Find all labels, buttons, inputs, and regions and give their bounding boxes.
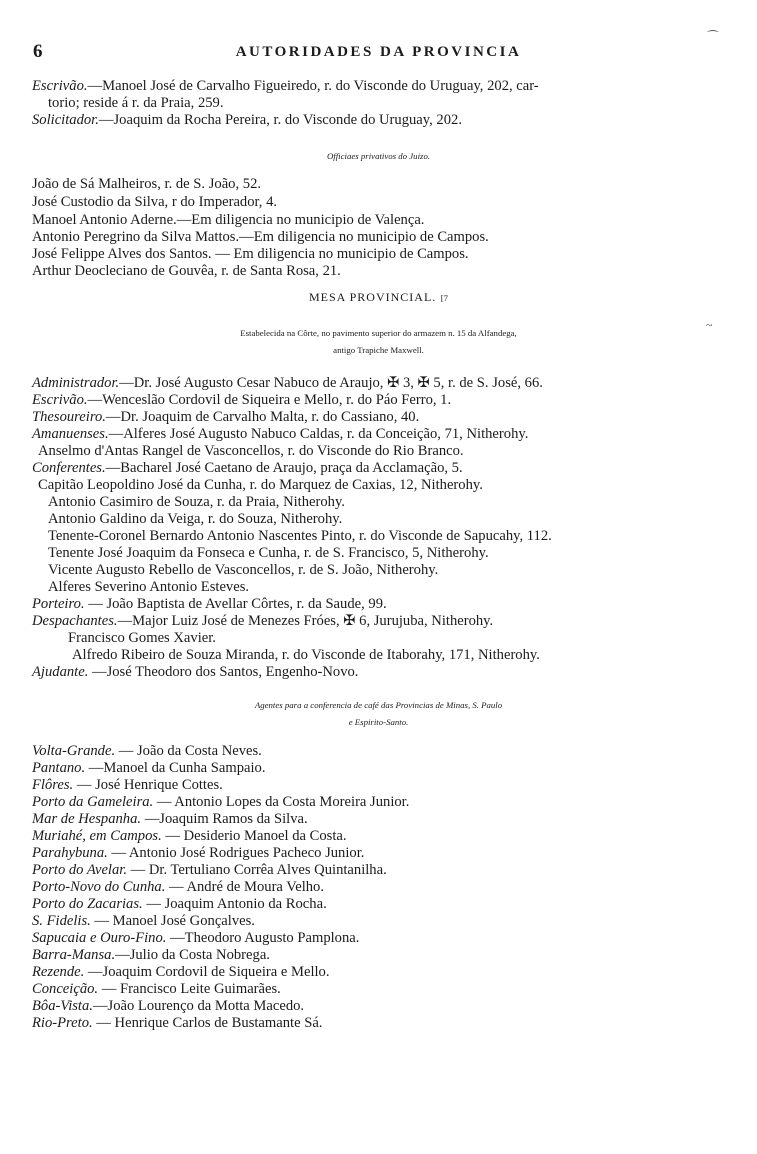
list-item: Parahybuna. — Antonio José Rodrigues Pacheco Junior. [32, 845, 365, 861]
list-item: Bôa-Vista.—João Lourenço da Motta Macedo. [32, 998, 305, 1014]
list-item: Pantano. —Manoel da Cunha Sampaio. [32, 760, 266, 776]
list-item: Antonio Galdino da Veiga, r. do Souza, Nitherohy. [48, 511, 343, 527]
print-mark: ⁀ [708, 30, 718, 44]
list-item: Anselmo d'Antas Rangel de Vasconcellos, r. do Visconde do Rio Branco. [38, 443, 464, 459]
list-item: Despachantes.—Major Luiz José de Menezes Fróes, ✠ 6, Jurujuba, Nitherohy. [32, 613, 494, 629]
list-item: Francisco Gomes Xavier. [68, 630, 216, 646]
list-item: Alferes Severino Antonio Esteves. [48, 579, 250, 595]
list-item: Administrador.—Dr. José Augusto Cesar Nabuco de Araujo, ✠ 3, ✠ 5, r. de S. José, 66. [32, 375, 543, 391]
list-item: Porteiro. — João Baptista de Avellar Côrtes, r. da Saude, 99. [32, 596, 387, 612]
section-heading-officiaes: Officiaes privativos do Juizo. [326, 151, 431, 161]
list-item: Conceição. — Francisco Leite Guimarães. [32, 981, 281, 997]
list-item: Flôres. — José Henrique Cottes. [32, 777, 223, 793]
list-item: Alfredo Ribeiro de Souza Miranda, r. do Visconde de Itaborahy, 171, Nitherohy. [72, 647, 540, 663]
page-title: AUTORIDADES DA PROVINCIA [235, 44, 522, 60]
entry-solicitador: Solicitador.—Joaquim da Rocha Pereira, r. do Visconde do Uruguay, 202. [32, 112, 462, 128]
list-item: Sapucaia e Ouro-Fino. —Theodoro Augusto Pamplona. [32, 930, 360, 946]
page-number: 6 [33, 41, 43, 62]
list-item: Conferentes.—Bacharel José Caetano de Araujo, praça da Acclamação, 5. [32, 460, 463, 476]
list-item: Tenente-Coronel Bernardo Antonio Nascentes Pinto, r. do Visconde de Sapucahy, 112. [48, 528, 552, 544]
list-item: Mar de Hespanha. —Joaquim Ramos da Silva. [32, 811, 308, 827]
mesa-intro: Estabelecida na Côrte, no pavimento superior do armazem n. 15 da Alfandega, [240, 328, 517, 338]
list-item: Porto-Novo do Cunha. — André de Moura Velho. [32, 879, 324, 895]
list-item: Ajudante. —José Theodoro dos Santos, Engenho-Novo. [32, 664, 359, 680]
list-item: José Custodio da Silva, r do Imperador, 4. [32, 194, 278, 210]
list-item: Arthur Deocleciano de Gouvêa, r. de Santa Rosa, 21. [32, 263, 341, 279]
section-heading-agentes: Agentes para a conferencia de café das Provincias de Minas, S. Paulo [254, 700, 503, 710]
list-item: Rezende. —Joaquim Cordovil de Siqueira e Mello. [32, 964, 330, 980]
entry-escrivao-cont: torio; reside á r. da Praia, 259. [48, 95, 224, 111]
list-item: Escrivão.—Wenceslão Cordovil de Siqueira e Mello, r. do Páo Ferro, 1. [32, 392, 452, 408]
entry-escrivao: Escrivão.—Manoel José de Carvalho Figueiredo, r. do Visconde do Uruguay, 202, car- [32, 78, 539, 94]
list-item: João de Sá Malheiros, r. de S. João, 52. [32, 176, 262, 192]
list-item: Rio-Preto. — Henrique Carlos de Bustamante Sá. [32, 1015, 323, 1031]
section-heading-mesa: MESA PROVINCIAL. [7 [308, 290, 449, 304]
list-item: Barra-Mansa.—Julio da Costa Nobrega. [32, 947, 270, 963]
list-item: Porto da Gameleira. — Antonio Lopes da Costa Moreira Junior. [32, 794, 410, 810]
list-item: Porto do Avelar. — Dr. Tertuliano Corrêa Alves Quintanilha. [32, 862, 387, 878]
list-item: Thesoureiro.—Dr. Joaquim de Carvalho Malta, r. do Cassiano, 40. [32, 409, 420, 425]
list-item: Manoel Antonio Aderne.—Em diligencia no municipio de Valença. [32, 212, 425, 228]
list-item: Volta-Grande. — João da Costa Neves. [32, 743, 262, 759]
mesa-intro: antigo Trapiche Maxwell. [333, 345, 424, 355]
list-item: S. Fidelis. — Manoel José Gonçalves. [32, 913, 255, 929]
list-item: Vicente Augusto Rebello de Vasconcellos, r. de S. João, Nitherohy. [48, 562, 439, 578]
list-item: José Felippe Alves dos Santos. — Em diligencia no municipio de Campos. [32, 246, 469, 262]
list-item: Antonio Casimiro de Souza, r. da Praia, Nitherohy. [48, 494, 345, 510]
list-item: Porto do Zacarias. — Joaquim Antonio da Rocha. [32, 896, 327, 912]
list-item: Tenente José Joaquim da Fonseca e Cunha, r. de S. Francisco, 5, Nitherohy. [48, 545, 489, 561]
list-item: Muriahé, em Campos. — Desiderio Manoel da Costa. [32, 828, 347, 844]
list-item: Amanuenses.—Alferes José Augusto Nabuco Caldas, r. da Conceição, 71, Nitherohy. [32, 426, 529, 442]
section-heading-agentes: e Espirito-Santo. [348, 717, 409, 727]
print-mark: ~ [706, 318, 713, 332]
list-item: Capitão Leopoldino José da Cunha, r. do Marquez de Caxias, 12, Nitherohy. [38, 477, 483, 493]
list-item: Antonio Peregrino da Silva Mattos.—Em diligencia no municipio de Campos. [32, 229, 489, 245]
